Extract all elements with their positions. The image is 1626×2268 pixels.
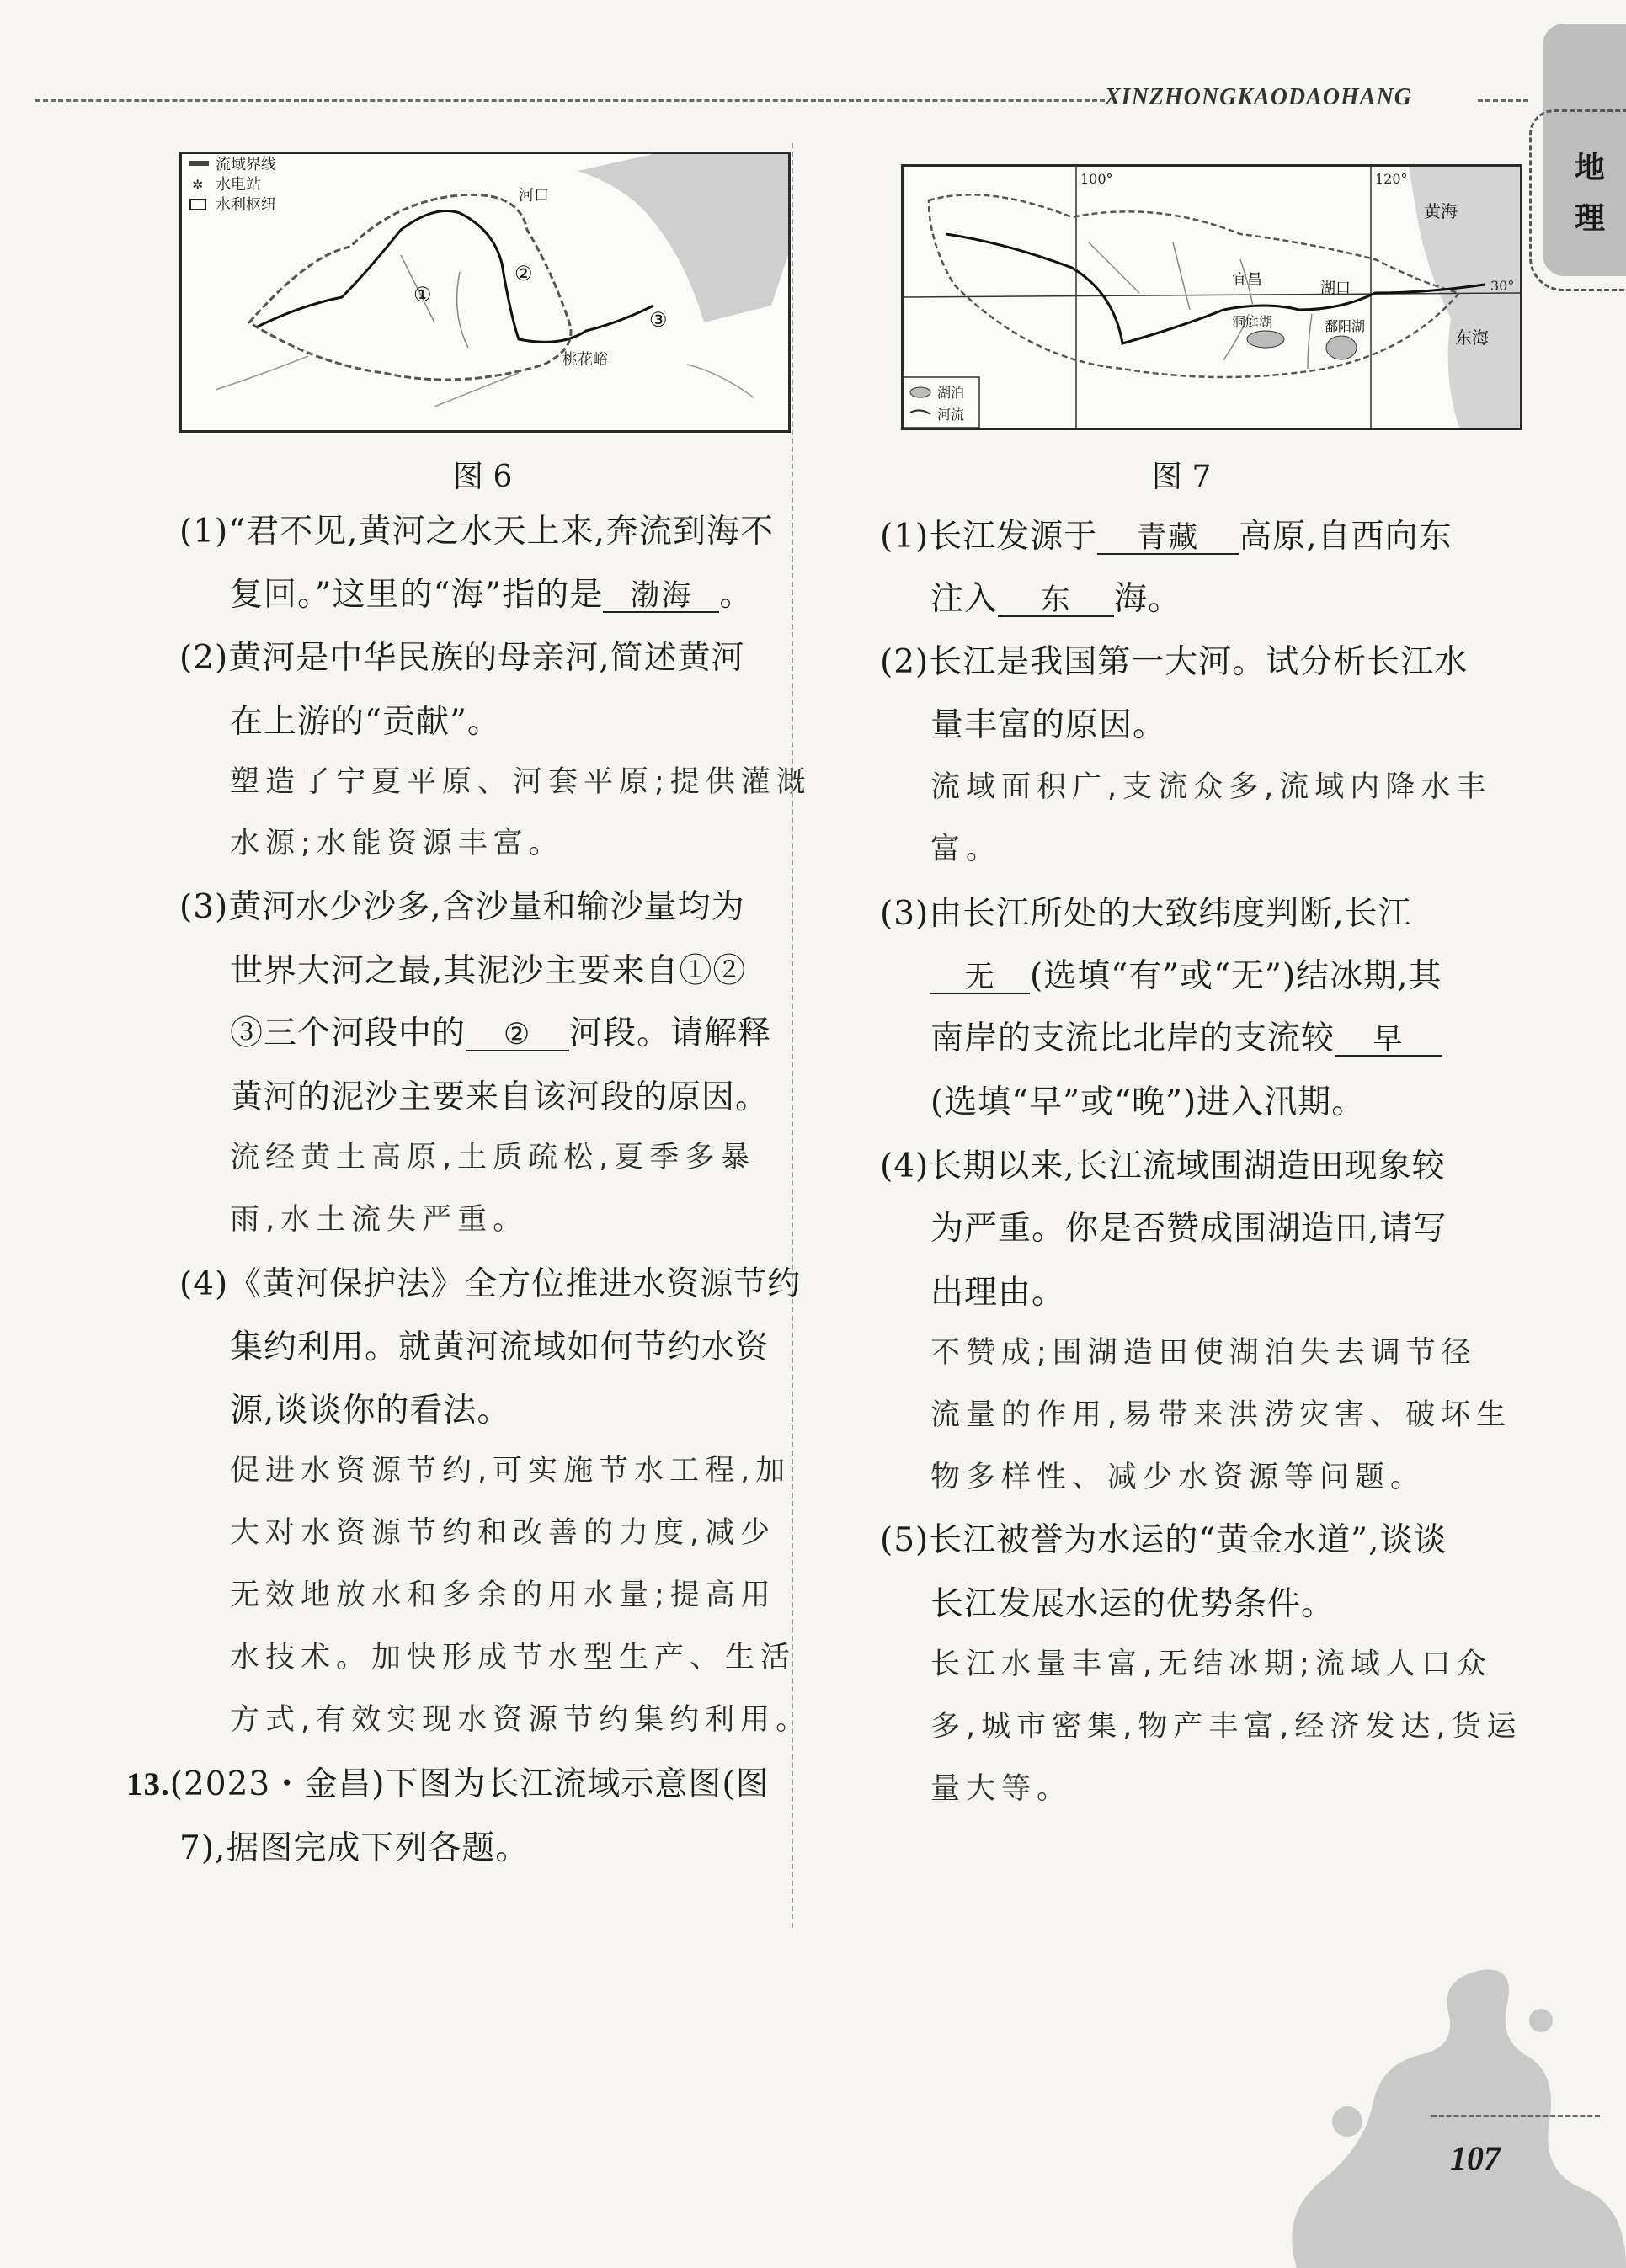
left-q3-line1: (3)黄河水少沙多,含沙量和输沙量均为 bbox=[179, 888, 745, 926]
running-title: XINZHONGKAODAOHANG bbox=[1105, 84, 1412, 110]
svg-text:河流: 河流 bbox=[937, 407, 965, 423]
svg-text:湖口: 湖口 bbox=[1320, 280, 1351, 297]
right-q3-text-b: (选填“有”或“无”)结冰期,其 bbox=[1030, 957, 1442, 995]
left-q3-text-b: 河段。请解释 bbox=[569, 1014, 772, 1052]
right-q5-answer3: 量大等。 bbox=[930, 1772, 1073, 1806]
right-q4-line1: (4)长期以来,长江流域围湖造田现象较 bbox=[880, 1147, 1446, 1185]
left-q3-blank: ② bbox=[466, 1020, 569, 1051]
right-q1-text-b: 高原,自西向东 bbox=[1239, 518, 1453, 556]
left-q4-answer3: 无效地放水和多余的用水量;提高用 bbox=[230, 1579, 776, 1612]
right-q3-line4: (选填“早”或“晚”)进入汛期。 bbox=[930, 1083, 1366, 1121]
right-q3-blank2: 早 bbox=[1335, 1025, 1442, 1057]
right-q4-answer3: 物多样性、减少水资源等问题。 bbox=[930, 1461, 1426, 1494]
question-13-text: (2023・金昌)下图为长江流域示意图(图 bbox=[169, 1765, 770, 1803]
figure-6-map bbox=[179, 152, 791, 433]
page-number: 107 bbox=[1450, 2139, 1501, 2177]
right-q4-answer1: 不赞成;围湖造田使湖泊失去调节径 bbox=[930, 1336, 1477, 1370]
left-q4-line3: 源,谈谈你的看法。 bbox=[230, 1392, 511, 1429]
left-q1-line2 bbox=[230, 578, 753, 613]
svg-text:③: ③ bbox=[649, 308, 668, 332]
left-q3-answer1: 流经黄土高原,土质疏松,夏季多暴 bbox=[230, 1141, 756, 1174]
right-q1-blank1: 青藏 bbox=[1097, 524, 1239, 555]
right-q1-text-a: (1)长江发源于 bbox=[880, 518, 1098, 556]
left-q2-answer2: 水源;水能资源丰富。 bbox=[230, 827, 564, 860]
right-q2-answer1: 流域面积广,支流众多,流域内降水丰 bbox=[930, 770, 1492, 804]
right-q3-line1: (3)由长江所处的大致纬度判断,长江 bbox=[880, 895, 1412, 933]
figure-7-map bbox=[901, 164, 1522, 430]
right-q3-line2 bbox=[930, 957, 1442, 995]
svg-text:河口: 河口 bbox=[519, 187, 549, 205]
left-q1-line1: (1)“君不见,黄河之水天上来,奔流到海不 bbox=[179, 513, 774, 551]
left-q2-line1: (2)黄河是中华民族的母亲河,简述黄河 bbox=[179, 639, 745, 677]
svg-text:鄱阳湖: 鄱阳湖 bbox=[1325, 318, 1366, 334]
subject-char-2: 理 bbox=[1574, 201, 1605, 236]
svg-text:水利枢纽: 水利枢纽 bbox=[216, 196, 276, 214]
footer-dashed-rule bbox=[1431, 2115, 1600, 2117]
svg-text:流域界线: 流域界线 bbox=[216, 156, 276, 173]
yellow-river-map bbox=[182, 154, 788, 430]
figure-7-caption: 图 7 bbox=[1152, 460, 1212, 494]
left-q2-line2: 在上游的“贡献”。 bbox=[230, 703, 501, 741]
right-q2-answer2: 富。 bbox=[930, 833, 1002, 866]
left-q3-line4: 黄河的泥沙主要来自该河段的原因。 bbox=[230, 1078, 770, 1116]
left-q4-line1: (4)《黄河保护法》全方位推进水资源节约 bbox=[179, 1265, 802, 1303]
right-q5-line2: 长江发展水运的优势条件。 bbox=[930, 1585, 1335, 1623]
right-q5-line1: (5)长江被誉为水运的“黄金水道”,谈谈 bbox=[880, 1521, 1447, 1559]
right-q2-line2: 量丰富的原因。 bbox=[930, 706, 1167, 744]
svg-text:东海: 东海 bbox=[1455, 327, 1489, 348]
left-q4-answer5: 方式,有效实现水资源节约集约利用。 bbox=[230, 1703, 812, 1737]
subject-char-1: 地 bbox=[1574, 151, 1605, 185]
svg-text:30°: 30° bbox=[1490, 278, 1515, 294]
left-q1-blank: 渤海 bbox=[603, 582, 719, 613]
svg-text:湖泊: 湖泊 bbox=[937, 385, 965, 401]
svg-text:②: ② bbox=[514, 262, 533, 285]
right-q1-line1 bbox=[880, 520, 1453, 555]
svg-text:✲: ✲ bbox=[192, 177, 204, 193]
left-q3-line2: 世界大河之最,其泥沙主要来自①② bbox=[230, 952, 747, 990]
left-q4-answer1: 促进水资源节约,可实施节水工程,加 bbox=[230, 1454, 792, 1488]
right-q1-text-c: 注入 bbox=[930, 580, 999, 618]
subject-tab-label bbox=[1565, 143, 1615, 244]
svg-text:桃花峪: 桃花峪 bbox=[562, 351, 608, 369]
left-q4-answer2: 大对水资源节约和改善的力度,减少 bbox=[230, 1516, 776, 1550]
left-q13-line1 bbox=[126, 1765, 770, 1803]
yangtze-river-map bbox=[904, 167, 1520, 428]
right-q1-line2 bbox=[930, 580, 1182, 618]
left-q1-end: 。 bbox=[719, 576, 754, 614]
right-q1-blank2: 东 bbox=[998, 586, 1114, 617]
svg-text:水电站: 水电站 bbox=[216, 176, 261, 194]
header-dashed-rule bbox=[35, 99, 1105, 102]
right-q4-answer2: 流量的作用,易带来洪涝灾害、破坏生 bbox=[930, 1398, 1512, 1432]
question-13-number: 13. bbox=[126, 1766, 170, 1802]
figure-6-caption: 图 6 bbox=[453, 460, 513, 494]
splash-decoration bbox=[1246, 1936, 1626, 2268]
left-q4-line2: 集约利用。就黄河流域如何节约水资 bbox=[230, 1328, 770, 1366]
left-q13-line2: 7),据图完成下列各题。 bbox=[179, 1829, 530, 1867]
right-q5-answer1: 长江水量丰富,无结冰期;流域人口众 bbox=[930, 1648, 1492, 1681]
right-q4-line3: 出理由。 bbox=[930, 1274, 1066, 1312]
left-q3-text-a: ③三个河段中的 bbox=[230, 1014, 466, 1052]
svg-text:100°: 100° bbox=[1080, 171, 1113, 187]
left-q1-text: 复回。”这里的“海”指的是 bbox=[230, 576, 604, 614]
right-q4-line2: 为严重。你是否赞成围湖造田,请写 bbox=[930, 1210, 1447, 1248]
svg-text:黄海: 黄海 bbox=[1424, 201, 1458, 221]
svg-text:①: ① bbox=[413, 283, 432, 306]
svg-text:120°: 120° bbox=[1375, 171, 1408, 187]
left-q4-answer4: 水技术。加快形成节水型生产、生活 bbox=[230, 1641, 797, 1674]
left-q3-answer2: 雨,水土流失严重。 bbox=[230, 1203, 529, 1237]
svg-text:洞庭湖: 洞庭湖 bbox=[1232, 314, 1273, 330]
left-q3-line3 bbox=[230, 1014, 772, 1052]
right-q3-line3 bbox=[930, 1022, 1442, 1057]
right-q3-text-c: 南岸的支流比北岸的支流较 bbox=[930, 1020, 1335, 1057]
header-dashed-tail bbox=[1478, 99, 1528, 102]
svg-text:宜昌: 宜昌 bbox=[1232, 271, 1262, 289]
left-q2-answer1: 塑造了宁夏平原、河套平原;提供灌溉 bbox=[230, 765, 812, 799]
right-q3-blank1: 无 bbox=[930, 963, 1030, 994]
right-q2-line1: (2)长江是我国第一大河。试分析长江水 bbox=[880, 643, 1469, 681]
right-q1-text-d: 海。 bbox=[1114, 580, 1182, 618]
right-q5-answer2: 多,城市密集,物产丰富,经济发达,货运 bbox=[930, 1710, 1522, 1744]
